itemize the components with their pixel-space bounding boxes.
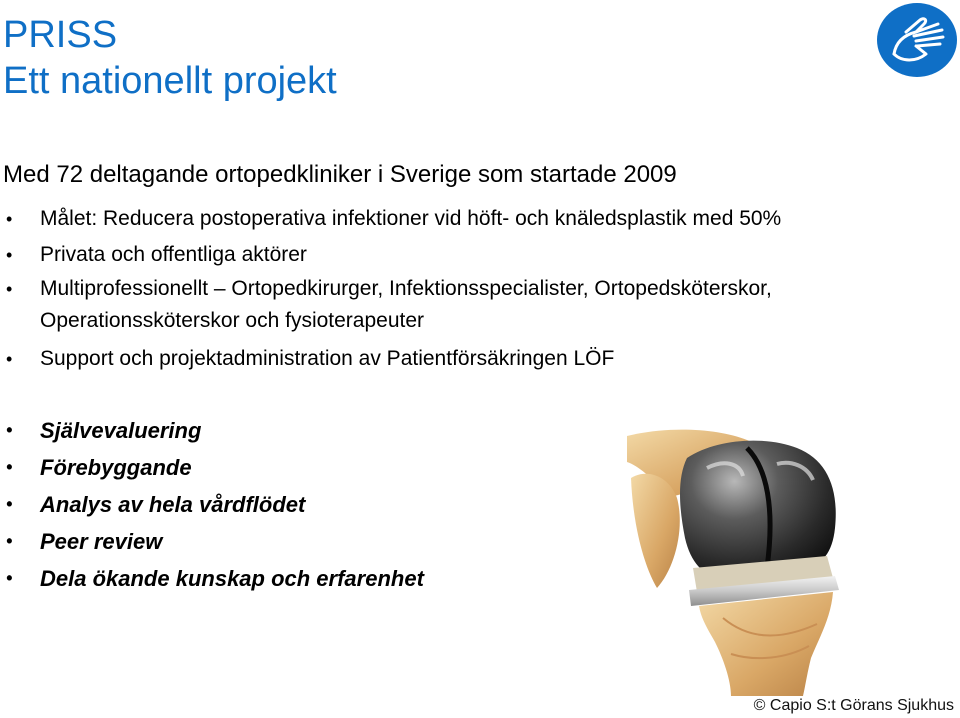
list-item: • Målet: Reducera postoperativa infektioner vid höft- och knäledsplastik med 50% [0,201,960,237]
list-item: • Förebyggande [0,449,424,486]
bullet-icon: • [6,209,13,229]
list-item: • Peer review [0,523,424,560]
list-item: • Dela ökande kunskap och erfarenhet [0,560,424,597]
fact-list [0,201,960,377]
list-item: • Analys av hela vårdflödet [0,486,424,523]
title-line-1: PRISS [3,14,118,56]
copyright-text: © Capio S:t Görans Sjukhus [753,697,954,714]
bullet-icon: • [6,349,13,369]
goal-list [0,412,424,597]
list-item: • Multiprofessionellt – Ortopedkirurger, Infektionsspecialister, Ortopedsköterskor, Operationssköterskor och fysioterapeuter [0,273,960,341]
bullet-icon: • [6,568,13,588]
list-item: • Privata och offentliga aktörer [0,237,960,273]
bullet-icon: • [6,494,13,514]
knee-prosthesis-icon [627,418,847,696]
intro-text: Med 72 deltagande ortopedkliniker i Sverige som startade 2009 [3,161,677,188]
bullet-icon: • [6,245,13,265]
bullet-icon: • [6,420,13,440]
list-item: • Support och projektadministration av Patientförsäkringen LÖF [0,341,960,377]
list-item: • Självevaluering [0,412,424,449]
hand-logo-icon [876,2,958,78]
bullet-icon: • [6,531,13,551]
bullet-icon: • [6,457,13,477]
title-line-2: Ett nationellt projekt [3,60,337,102]
page-title [3,12,337,104]
bullet-icon: • [6,279,13,299]
